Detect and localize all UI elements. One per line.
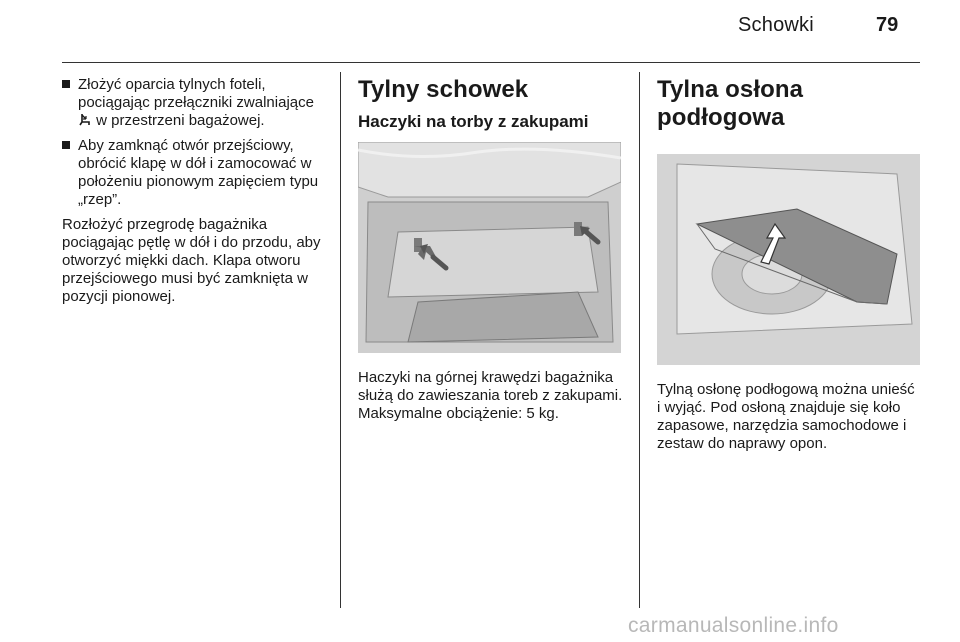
column-1 [62,76,330,306]
page-number: 79 [876,14,899,36]
column-divider-1 [340,72,341,608]
bullet-text: Złożyć oparcia tylnych foteli, pociągając przełączniki zwalniające [78,76,314,111]
page-header-title: Schowki [738,14,814,36]
bullet-marker [62,141,70,149]
trunk-hooks-figure [358,142,621,353]
seat-release-icon [78,113,92,127]
bullet-text: Aby zamknąć otwór przejściowy, obrócić klapę w dół i zamocować w położeniu pionowym zapięciem typu „rzep”. [78,137,319,208]
bullet-text-cont: w przestrzeni bagażowej. [96,112,265,129]
watermark: carmanualsonline.info [628,614,839,637]
bullet-item [62,137,330,209]
subsection-heading: Haczyki na torby z zakupami [358,112,589,131]
figure-caption: Tylną osłonę podłogową można unieść i wyjąć. Pod osłoną znajduje się koło zapasowe, narzędzia samochodowe i zestaw do naprawy opon. [657,381,915,452]
column-2 [358,76,626,423]
column-divider-2 [639,72,640,608]
section-heading: Tylny schowek [358,76,529,103]
figure-caption: Haczyki na górnej krawędzi bagażnika służą do zawieszania toreb z zakupami. Maksymalne obciążenie: 5 kg. [358,369,623,422]
section-heading: Tylna osłona podłogowa [657,76,804,131]
header-rule [62,62,920,63]
bullet-item [62,76,330,130]
bullet-marker [62,80,70,88]
floor-cover-figure [657,154,920,365]
column-3 [657,76,920,453]
body-paragraph: Rozłożyć przegrodę bagażnika pociągając pętlę w dół i do przodu, aby otworzyć miękki dach. Klapa otworu przejściowego musi być zamknięta w pozycji pionowej. [62,216,321,305]
